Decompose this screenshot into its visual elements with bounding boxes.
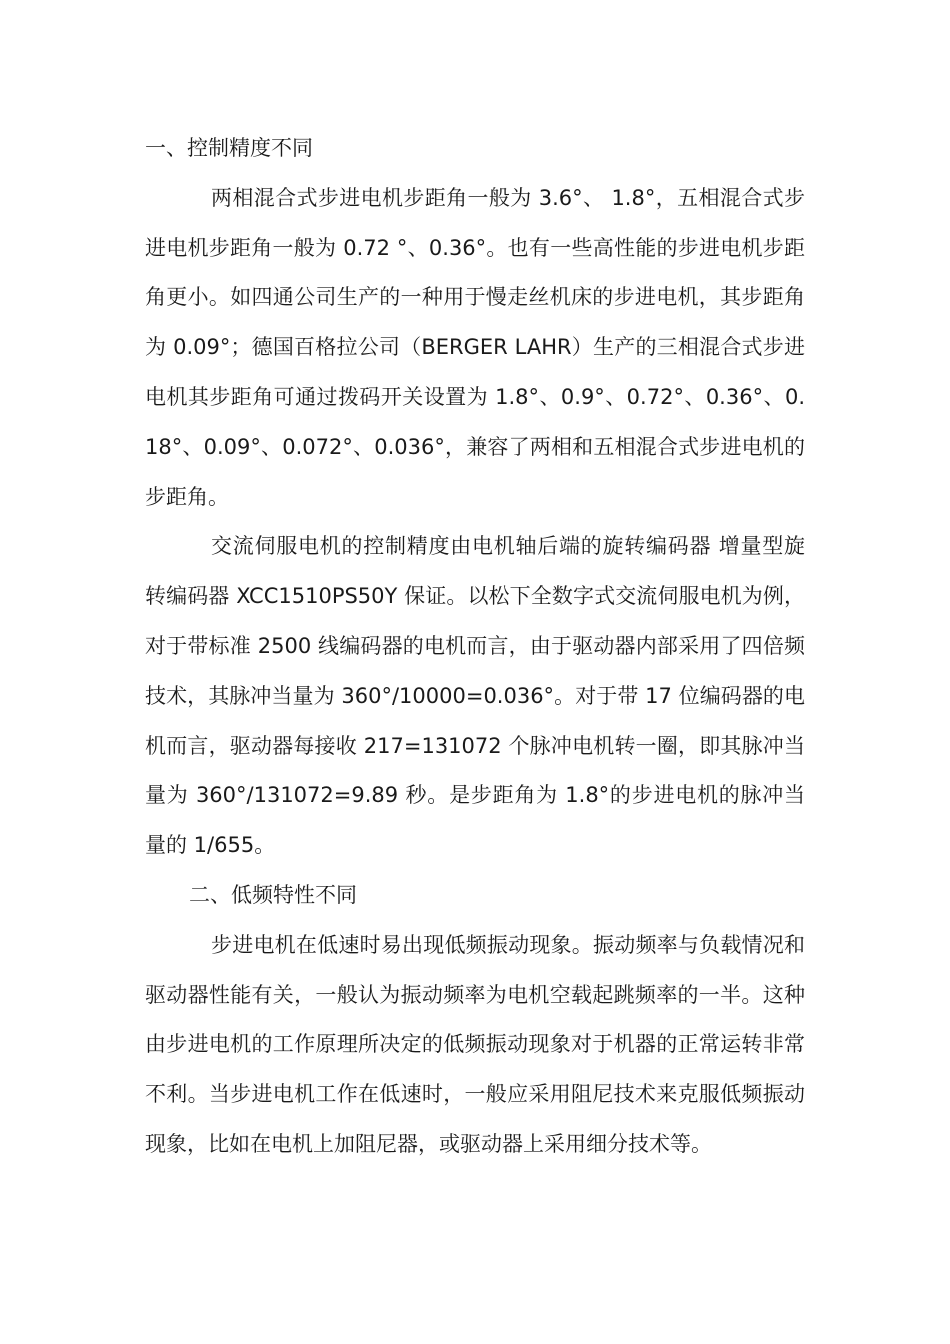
document-body: [145, 124, 805, 1170]
paragraph-low-frequency-vibration: 步进电机在低速时易出现低频振动现象。振动频率与负载情况和驱动器性能有关，一般认为振动频率为电机空载起跳频率的一半。这种由步进电机的工作原理所决定的低频振动现象对于机器的正常运转非常不利。当步进电机工作在低速时，一般应采用阻尼技术来克服低频振动现象，比如在电机上加阻尼器，或驱动器上采用细分技术等。: [145, 932, 805, 1156]
section-heading-control-precision: 一、控制精度不同: [145, 136, 313, 160]
section-heading-low-frequency: 二、低频特性不同: [189, 882, 357, 907]
paragraph-servo-encoder-precision: 交流伺服电机的控制精度由电机轴后端的旋转编码器 增量型旋转编码器 XCC1510PS50Y 保证。以松下全数字式交流伺服电机为例，对于带标准 2500 线编码器的电机而言，由于驱动器内部采用了四倍频技术，其脉冲当量为 360°/10000=0.036°。对于带 17 位编码器的电机而言，驱动器每接收 217=131072 个脉冲电机转一圈，即其脉冲当量为 360°/131072=9.89 秒。是步距角为 1.8°的步进电机的脉冲当量的 1/655。: [145, 534, 805, 858]
paragraph-stepper-step-angle: 两相混合式步进电机步距角一般为 3.6°、 1.8°，五相混合式步进电机步距角一般为 0.72 °、0.36°。也有一些高性能的步进电机步距角更小。如四通公司生产的一种用于慢走丝机床的步进电机，其步距角为 0.09°；德国百格拉公司（BERGER LAHR）生产的三相混合式步进电机其步距角可通过拨码开关设置为 1.8°、0.9°、0.72°、0.36°、0.18°、0.09°、0.072°、0.036°，兼容了两相和五相混合式步进电机的步距角。: [145, 185, 805, 509]
